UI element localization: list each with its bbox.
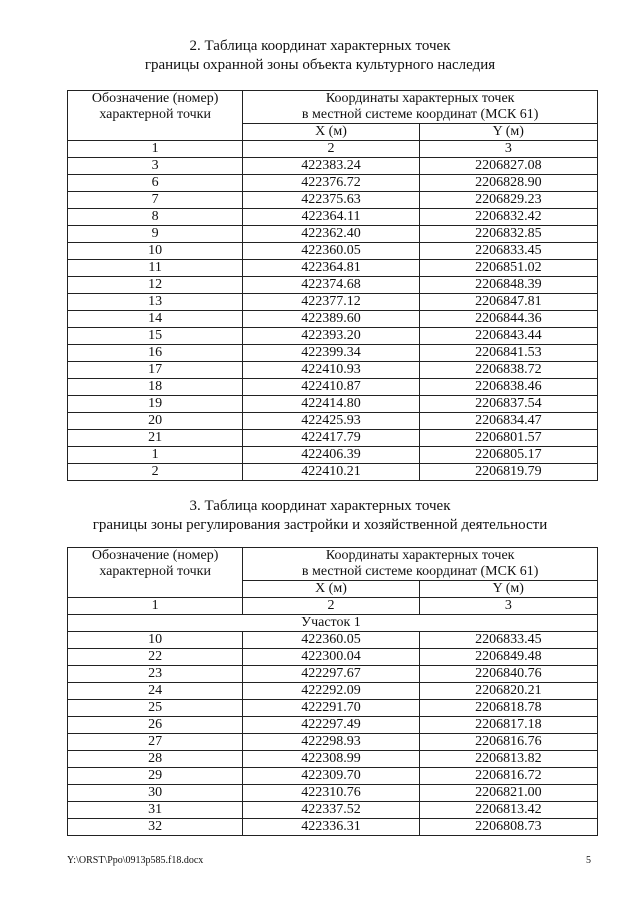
cell-y: 2206849.48 xyxy=(419,649,597,666)
cell-y: 2206837.54 xyxy=(419,396,597,413)
cell-id: 20 xyxy=(68,413,243,430)
cell-x: 422417.79 xyxy=(243,430,419,447)
cell-y: 2206832.85 xyxy=(419,226,597,243)
table3-title xyxy=(0,497,640,535)
table3-header-coords xyxy=(243,548,598,581)
cell-id: 30 xyxy=(68,785,243,802)
cell-id: 14 xyxy=(68,311,243,328)
cell-id: 7 xyxy=(68,192,243,209)
cell-y: 2206848.39 xyxy=(419,277,597,294)
table3-header-x: X (м) xyxy=(243,581,419,598)
cell-id: 21 xyxy=(68,430,243,447)
table-row xyxy=(68,175,598,192)
cell-id: 9 xyxy=(68,226,243,243)
table-row xyxy=(68,632,598,649)
cell-id: 10 xyxy=(68,632,243,649)
cell-x: 422297.67 xyxy=(243,666,419,683)
table3 xyxy=(67,547,598,836)
table-row xyxy=(68,294,598,311)
cell-id: 6 xyxy=(68,175,243,192)
cell-id: 13 xyxy=(68,294,243,311)
cell-x: 422292.09 xyxy=(243,683,419,700)
cell-y: 2206818.78 xyxy=(419,700,597,717)
cell-id: 17 xyxy=(68,362,243,379)
table-row xyxy=(68,158,598,175)
cell-x: 422410.87 xyxy=(243,379,419,396)
table-row xyxy=(68,649,598,666)
cell-id: 8 xyxy=(68,209,243,226)
table2-header-coords-line2: в местной системе координат (МСК 61) xyxy=(301,107,539,122)
footer-file-path: Y:\ORST\Рро\0913p585.f18.docx xyxy=(67,855,204,866)
cell-x: 422376.72 xyxy=(243,175,419,192)
cell-x: 422300.04 xyxy=(243,649,419,666)
table-row xyxy=(68,700,598,717)
table2-header-coords-line1: Координаты характерных точек xyxy=(325,91,515,106)
cell-id: 15 xyxy=(68,328,243,345)
cell-x: 422374.68 xyxy=(243,277,419,294)
table3-section-left xyxy=(68,615,243,632)
table-row xyxy=(68,751,598,768)
cell-y: 2206816.76 xyxy=(419,734,597,751)
cell-id: 29 xyxy=(68,768,243,785)
table3-colnum-2: 2 xyxy=(243,598,419,615)
cell-id: 28 xyxy=(68,751,243,768)
table2-header-coords xyxy=(243,91,598,124)
cell-id: 22 xyxy=(68,649,243,666)
cell-y: 2206838.46 xyxy=(419,379,597,396)
cell-y: 2206838.72 xyxy=(419,362,597,379)
table-row xyxy=(68,464,598,481)
cell-y: 2206851.02 xyxy=(419,260,597,277)
cell-y: 2206805.17 xyxy=(419,447,597,464)
cell-id: 16 xyxy=(68,345,243,362)
table-row xyxy=(68,717,598,734)
table3-section-right xyxy=(419,615,597,632)
table2-title-line2: границы охранной зоны объекта культурного наследия xyxy=(144,57,496,73)
table2-header-y: Y (м) xyxy=(419,124,597,141)
cell-id: 31 xyxy=(68,802,243,819)
table-row xyxy=(68,413,598,430)
table-row xyxy=(68,683,598,700)
table2-colnum-2: 2 xyxy=(243,141,419,158)
cell-y: 2206833.45 xyxy=(419,632,597,649)
cell-id: 19 xyxy=(68,396,243,413)
table-row xyxy=(68,430,598,447)
cell-y: 2206813.82 xyxy=(419,751,597,768)
cell-x: 422360.05 xyxy=(243,632,419,649)
cell-y: 2206821.00 xyxy=(419,785,597,802)
cell-id: 1 xyxy=(68,447,243,464)
table-row xyxy=(68,379,598,396)
cell-x: 422410.93 xyxy=(243,362,419,379)
table3-section-label: Участок 1 xyxy=(243,615,419,632)
cell-y: 2206834.47 xyxy=(419,413,597,430)
cell-x: 422364.11 xyxy=(243,209,419,226)
table-row xyxy=(68,785,598,802)
table-row xyxy=(68,447,598,464)
cell-y: 2206841.53 xyxy=(419,345,597,362)
table3-title-line2: границы зоны регулирования застройки и хозяйственной деятельности xyxy=(92,517,548,533)
cell-x: 422362.40 xyxy=(243,226,419,243)
cell-id: 3 xyxy=(68,158,243,175)
cell-x: 422393.20 xyxy=(243,328,419,345)
cell-x: 422399.34 xyxy=(243,345,419,362)
table2-title xyxy=(0,37,640,75)
cell-x: 422375.63 xyxy=(243,192,419,209)
table-row xyxy=(68,192,598,209)
cell-x: 422298.93 xyxy=(243,734,419,751)
cell-id: 32 xyxy=(68,819,243,836)
cell-x: 422389.60 xyxy=(243,311,419,328)
cell-y: 2206833.45 xyxy=(419,243,597,260)
table2-title-line1: 2. Таблица координат характерных точек xyxy=(189,38,451,54)
cell-y: 2206820.21 xyxy=(419,683,597,700)
cell-y: 2206801.57 xyxy=(419,430,597,447)
table-row xyxy=(68,396,598,413)
cell-id: 26 xyxy=(68,717,243,734)
table-row xyxy=(68,768,598,785)
cell-x: 422309.70 xyxy=(243,768,419,785)
table-row xyxy=(68,345,598,362)
cell-y: 2206817.18 xyxy=(419,717,597,734)
cell-x: 422308.99 xyxy=(243,751,419,768)
table2-colnum-3: 3 xyxy=(419,141,597,158)
cell-id: 18 xyxy=(68,379,243,396)
cell-y: 2206828.90 xyxy=(419,175,597,192)
cell-y: 2206832.42 xyxy=(419,209,597,226)
table-row xyxy=(68,209,598,226)
cell-y: 2206844.36 xyxy=(419,311,597,328)
cell-x: 422377.12 xyxy=(243,294,419,311)
cell-id: 12 xyxy=(68,277,243,294)
footer-page-number: 5 xyxy=(586,855,591,866)
cell-y: 2206827.08 xyxy=(419,158,597,175)
cell-x: 422383.24 xyxy=(243,158,419,175)
cell-y: 2206847.81 xyxy=(419,294,597,311)
table-row xyxy=(68,802,598,819)
table-row xyxy=(68,311,598,328)
table-row xyxy=(68,666,598,683)
cell-y: 2206843.44 xyxy=(419,328,597,345)
cell-x: 422297.49 xyxy=(243,717,419,734)
cell-x: 422410.21 xyxy=(243,464,419,481)
cell-x: 422406.39 xyxy=(243,447,419,464)
cell-id: 27 xyxy=(68,734,243,751)
cell-id: 10 xyxy=(68,243,243,260)
cell-y: 2206840.76 xyxy=(419,666,597,683)
table3-header-id: Обозначение (номер) характерной точки xyxy=(68,548,243,598)
table3-header-coords-line2: в местной системе координат (МСК 61) xyxy=(301,564,539,579)
table2-header-x: X (м) xyxy=(243,124,419,141)
cell-id: 25 xyxy=(68,700,243,717)
table3-colnum-3: 3 xyxy=(419,598,597,615)
table3-colnum-1: 1 xyxy=(68,598,243,615)
table-row xyxy=(68,328,598,345)
table-row xyxy=(68,734,598,751)
cell-x: 422310.76 xyxy=(243,785,419,802)
cell-y: 2206829.23 xyxy=(419,192,597,209)
table-row xyxy=(68,260,598,277)
cell-x: 422336.31 xyxy=(243,819,419,836)
cell-x: 422414.80 xyxy=(243,396,419,413)
cell-id: 2 xyxy=(68,464,243,481)
cell-id: 24 xyxy=(68,683,243,700)
table2-colnum-1: 1 xyxy=(68,141,243,158)
table-row xyxy=(68,226,598,243)
table3-header-coords-line1: Координаты характерных точек xyxy=(325,548,515,563)
cell-id: 23 xyxy=(68,666,243,683)
cell-y: 2206816.72 xyxy=(419,768,597,785)
cell-x: 422425.93 xyxy=(243,413,419,430)
table3-header-y: Y (м) xyxy=(419,581,597,598)
cell-x: 422360.05 xyxy=(243,243,419,260)
table3-title-line1: 3. Таблица координат характерных точек xyxy=(189,498,451,514)
cell-y: 2206819.79 xyxy=(419,464,597,481)
table-row xyxy=(68,243,598,260)
cell-x: 422337.52 xyxy=(243,802,419,819)
cell-y: 2206813.42 xyxy=(419,802,597,819)
table2 xyxy=(67,90,598,481)
table-row xyxy=(68,362,598,379)
table-row xyxy=(68,277,598,294)
cell-x: 422291.70 xyxy=(243,700,419,717)
table2-header-id: Обозначение (номер) характерной точки xyxy=(68,91,243,141)
cell-id: 11 xyxy=(68,260,243,277)
cell-x: 422364.81 xyxy=(243,260,419,277)
table-row xyxy=(68,819,598,836)
cell-y: 2206808.73 xyxy=(419,819,597,836)
